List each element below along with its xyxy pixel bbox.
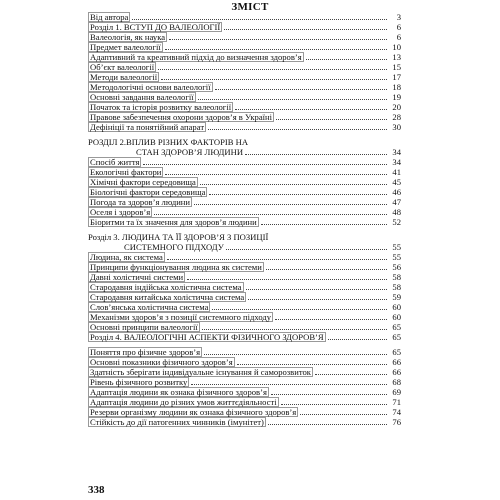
toc-group-section-3 [88,252,401,342]
toc-entry [88,62,401,72]
toc-entry-page: 60 [392,312,401,322]
table-of-contents [88,12,401,427]
toc-entry [88,187,401,197]
toc-entry [88,262,401,272]
toc-entry-title: Резерви організму людини як ознака фізичного здоров’я [90,407,297,417]
toc-section-3 [88,232,401,252]
toc-entry [88,42,401,52]
toc-entry [88,112,401,122]
toc-entry-page: 69 [392,387,401,397]
toc-entry-page: 65 [392,332,401,342]
section-2-page: 34 [392,147,401,157]
toc-entry [88,347,401,357]
toc-entry-page: 58 [392,282,401,292]
toc-entry [88,322,401,332]
toc-entry [88,357,401,367]
toc-entry-title: Початок та історія розвитку валеології [90,102,232,112]
toc-entry-page: 56 [392,262,401,272]
toc-entry [88,387,401,397]
toc-entry-title: Адаптація людини як ознака фізичного здоров’я [90,387,267,397]
toc-entry [88,197,401,207]
toc-entry-page: 6 [396,32,401,42]
toc-entry-page: 52 [392,217,401,227]
toc-entry-title: Основні принципи валеології [90,322,198,332]
toc-entry-page: 6 [396,22,401,32]
toc-group-section-2 [88,157,401,227]
toc-entry [88,332,401,342]
toc-entry-title: Стійкість до дії патогенних чинників (імунітет) [90,417,264,427]
toc-section-2 [88,137,401,157]
toc-entry [88,157,401,167]
toc-entry-page: 58 [392,272,401,282]
toc-entry-page: 28 [392,112,401,122]
toc-entry-title: Біологічні фактори середовища [90,187,206,197]
toc-entry-title: Розділ 4. ВАЛЕОЛОГІЧНІ АСПЕКТИ ФІЗИЧНОГО ЗДОРОВ’Я [90,332,324,342]
toc-entry-page: 46 [392,187,401,197]
toc-title: ЗМІСТ [231,1,269,13]
toc-entry-page: 34 [392,157,401,167]
toc-entry-title: Адаптація людини до різних умов життєдіяльності [90,397,277,407]
toc-entry-title: Здатність зберігати індивідуальне існування й саморозвиток [90,367,311,377]
toc-entry-title: Давні холістичні системи [90,272,184,282]
toc-entry [88,72,401,82]
toc-entry [88,417,401,427]
toc-entry-page: 17 [392,72,401,82]
section-3-page: 55 [392,242,401,252]
section-2-title-line2: СТАН ЗДОРОВ’Я ЛЮДИНИ [136,147,244,157]
toc-entry-page: 74 [392,407,401,417]
section-3-title-line2: СИСТЕМНОГО ПІДХОДУ [124,242,224,252]
toc-entry-page: 59 [392,292,401,302]
toc-entry-title: Оселя і здоров’я [90,207,151,217]
toc-group-intro [88,12,401,132]
section-2-title-line1: РОЗДІЛ 2.ВПЛИВ РІЗНИХ ФАКТОРІВ НА [88,137,249,147]
toc-entry-title: Принципи функціонування людина як системи [90,262,262,272]
toc-entry-page: 55 [392,252,401,262]
toc-entry [88,22,401,32]
toc-entry-title: Стародавня китайська холістична система [90,292,245,302]
toc-entry-page: 66 [392,367,401,377]
toc-entry-page: 45 [392,177,401,187]
toc-entry [88,302,401,312]
toc-entry [88,272,401,282]
toc-entry-title: Біоритми та їх значення для здоров’я людини [90,217,257,227]
toc-entry-title: Адаптивний та креативний підхід до визначення здоров’я [90,52,302,62]
toc-entry-page: 20 [392,102,401,112]
toc-entry-page: 65 [392,322,401,332]
toc-entry-page: 60 [392,302,401,312]
toc-entry-title: Методологічні основи валеології [90,82,211,92]
toc-entry-page: 76 [392,417,401,427]
toc-entry-title: Об’єкт валеології [90,62,155,72]
toc-entry [88,32,401,42]
toc-entry-page: 13 [392,52,401,62]
toc-entry [88,292,401,302]
toc-entry-page: 41 [392,167,401,177]
toc-entry [88,367,401,377]
toc-entry [88,177,401,187]
toc-entry-page: 10 [392,42,401,52]
toc-entry [88,217,401,227]
toc-entry-page: 68 [392,377,401,387]
page-number: 338 [88,484,105,496]
toc-entry-page: 71 [392,397,401,407]
toc-entry-title: Валеологія, як наука [90,32,166,42]
toc-entry-page: 19 [392,92,401,102]
toc-entry [88,282,401,292]
toc-entry-title: Механізми здоров’я з позиції системного підходу [90,312,272,322]
toc-entry [88,397,401,407]
toc-entry [88,252,401,262]
toc-entry-title: Розділ 1. ВСТУП ДО ВАЛЕОЛОГІЇ [90,22,221,32]
toc-entry-title: Основні завдання валеології [90,92,194,102]
toc-entry [88,52,401,62]
toc-entry [88,122,401,132]
toc-entry [88,12,401,22]
toc-entry [88,407,401,417]
toc-entry [88,82,401,92]
toc-entry-title: Рівень фізичного розвитку [90,377,188,387]
toc-entry-title: Поняття про фізичне здоров’я [90,347,201,357]
toc-entry-page: 18 [392,82,401,92]
toc-entry-page: 3 [396,12,401,22]
toc-entry-page: 48 [392,207,401,217]
toc-entry-title: Від автора [90,12,129,22]
toc-entry-title: Предмет валеології [90,42,161,52]
toc-entry-page: 47 [392,197,401,207]
section-3-title-line1: Розділ 3. ЛЮДИНА ТА ЇЇ ЗДОРОВ’Я З ПОЗИЦІЇ [88,232,269,242]
toc-entry [88,312,401,322]
toc-entry-title: Людина, як система [90,252,163,262]
toc-entry [88,207,401,217]
toc-entry-page: 65 [392,347,401,357]
toc-entry [88,167,401,177]
toc-group-section-4 [88,347,401,427]
toc-entry-title: Спосіб життя [90,157,140,167]
toc-entry [88,102,401,112]
toc-entry-page: 30 [392,122,401,132]
toc-entry-page: 15 [392,62,401,72]
toc-entry-title: Методи валеології [90,72,158,82]
toc-entry-page: 66 [392,357,401,367]
toc-entry-title: Хімічні фактори середовища [90,177,196,187]
toc-entry-title: Екологічні фактори [90,167,162,177]
toc-entry-title: Стародавня індійська холістична система [90,282,242,292]
toc-entry-title: Правове забезпечення охорони здоров’я в Україні [90,112,273,122]
toc-entry-title: Дефініції та понятійний апарат [90,122,205,132]
toc-entry [88,377,401,387]
toc-entry-title: Слов’янська холістична система [90,302,209,312]
toc-entry-title: Погода та здоров’я людини [90,197,190,207]
toc-entry-title: Основні показники фізичного здоров’я [90,357,233,367]
toc-entry [88,92,401,102]
